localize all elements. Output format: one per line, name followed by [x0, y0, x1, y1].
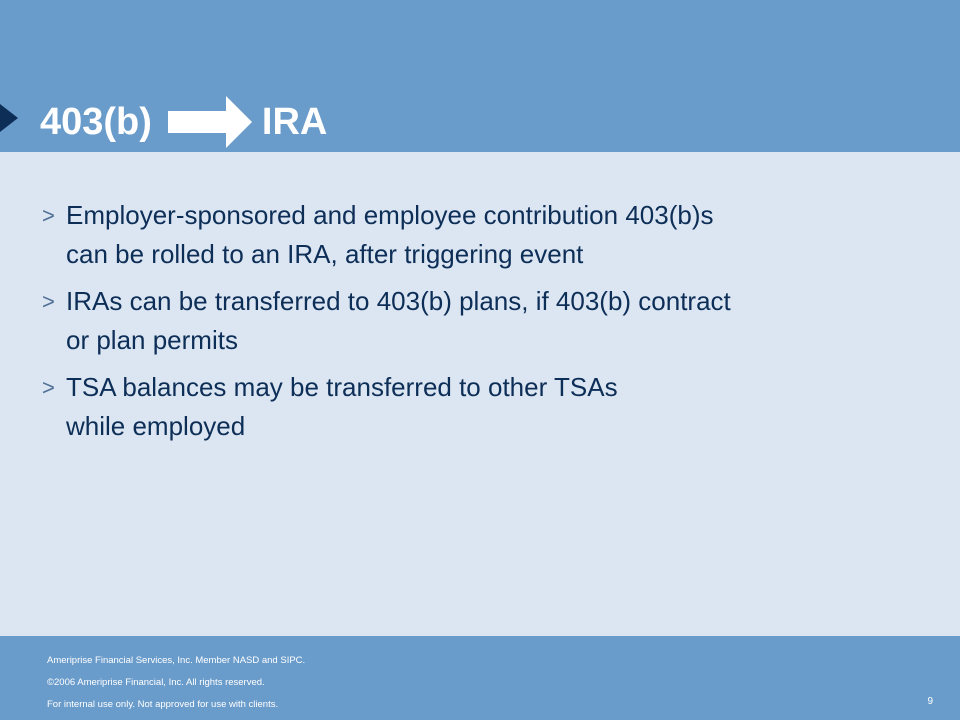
bullet-item [42, 282, 922, 360]
footer-disclaimer [47, 650, 305, 716]
bullet-item [42, 368, 922, 446]
bullet-text-line: while employed [66, 411, 246, 441]
right-arrow-icon [168, 96, 252, 148]
title-right: IRA [261, 100, 328, 143]
footer-line: For internal use only. Not approved for use with clients. [47, 699, 279, 710]
footer-band [0, 636, 960, 720]
title-left: 403(b) [40, 100, 152, 143]
bullet-text-line: TSA balances may be transferred to other TSAs [66, 372, 618, 402]
page-number: 9 [927, 696, 933, 707]
slide-title [40, 96, 327, 148]
chevron-right-icon: > [42, 289, 55, 314]
bullet-text-line: Employer-sponsored and employee contribution 403(b)s [66, 200, 714, 230]
chevron-right-icon: > [42, 375, 55, 400]
footer-line: Ameriprise Financial Services, Inc. Member NASD and SIPC. [47, 655, 306, 666]
bullet-item [42, 196, 922, 274]
bullet-list [42, 196, 922, 454]
bullet-text-line: or plan permits [66, 325, 238, 355]
bullet-text-line: IRAs can be transferred to 403(b) plans, if 403(b) contract [66, 286, 731, 316]
triangle-pointer-icon [0, 104, 18, 132]
header-band [0, 0, 960, 152]
chevron-right-icon: > [42, 203, 55, 228]
footer-line: ©2006 Ameriprise Financial, Inc. All rights reserved. [47, 677, 265, 688]
bullet-text-line: can be rolled to an IRA, after triggering event [66, 239, 584, 269]
